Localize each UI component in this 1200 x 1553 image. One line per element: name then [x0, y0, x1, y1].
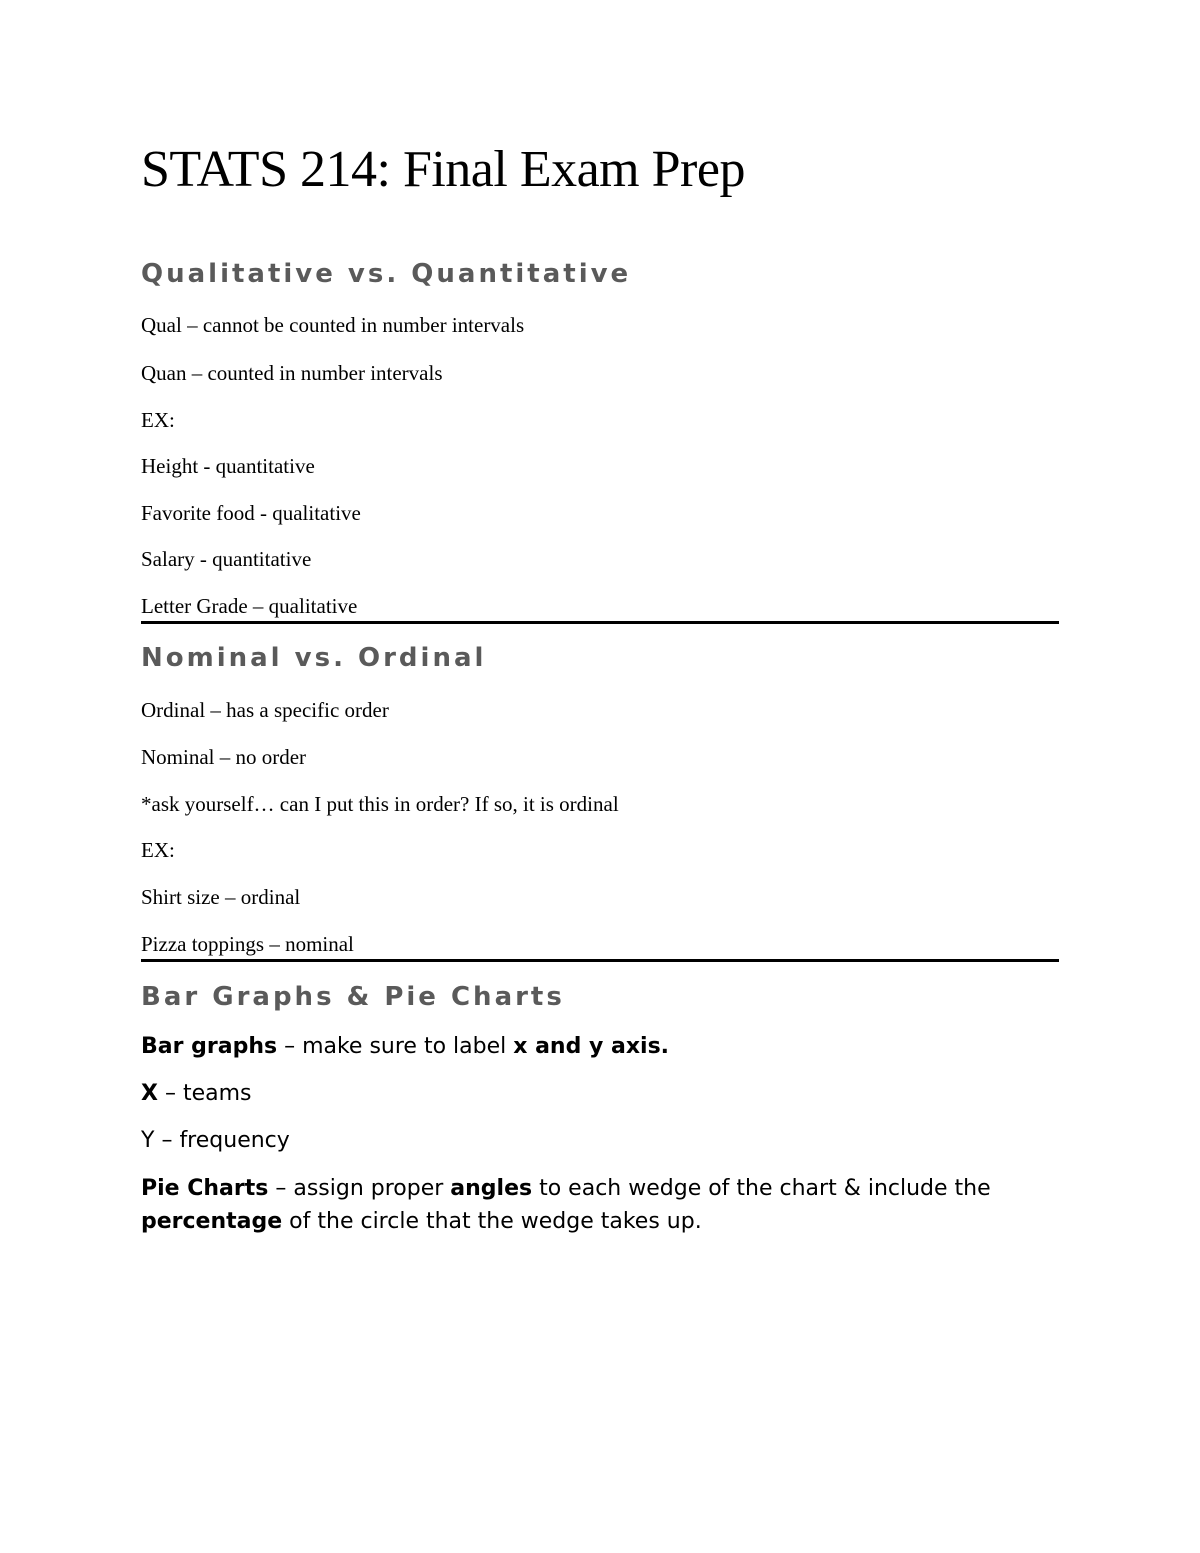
pie-charts-emphasis-percentage: percentage [141, 1209, 283, 1234]
text-line: Letter Grade – qualitative [141, 594, 358, 618]
pie-charts-paragraph [141, 1172, 1059, 1238]
section-heading-nominal-ordinal: Nominal vs. Ordinal [141, 643, 487, 673]
text-line: EX: [141, 408, 175, 432]
bar-graphs-emphasis: x and y axis. [513, 1034, 670, 1059]
text-line: Pizza toppings – nominal [141, 932, 354, 956]
pie-charts-text-2: to each wedge of the chart & include the [532, 1176, 991, 1201]
section-divider [141, 621, 1059, 624]
text-line: Qual – cannot be counted in number intervals [141, 313, 525, 337]
y-term: Y [141, 1128, 155, 1153]
y-text: – frequency [154, 1128, 290, 1153]
bar-graphs-text: – make sure to label [277, 1034, 514, 1059]
section-heading-qualitative-quantitative: Qualitative vs. Quantitative [141, 259, 632, 289]
text-line: Height - quantitative [141, 454, 315, 478]
document-title: STATS 214: Final Exam Prep [141, 141, 745, 198]
text-line: EX: [141, 838, 175, 862]
text-line: Ordinal – has a specific order [141, 698, 389, 722]
text-line: Salary - quantitative [141, 547, 312, 571]
text-line: *ask yourself… can I put this in order? If so, it is ordinal [141, 792, 619, 816]
text-line: Shirt size – ordinal [141, 885, 301, 909]
pie-charts-term: Pie Charts [141, 1176, 269, 1201]
text-line: Nominal – no order [141, 745, 307, 769]
pie-charts-text-1: – assign proper [268, 1176, 451, 1201]
pie-charts-emphasis-angles: angles [450, 1176, 533, 1201]
y-axis-line [141, 1128, 290, 1154]
x-text: – teams [157, 1081, 252, 1106]
section-heading-bar-graphs-pie-charts: Bar Graphs & Pie Charts [141, 982, 565, 1012]
pie-charts-text-3: of the circle that the wedge takes up. [282, 1209, 702, 1234]
x-term: X [141, 1081, 158, 1106]
text-line: Favorite food - qualitative [141, 501, 361, 525]
bar-graphs-line [141, 1034, 669, 1060]
x-axis-line [141, 1081, 252, 1107]
section-divider [141, 959, 1059, 962]
bar-graphs-term: Bar graphs [141, 1034, 278, 1059]
text-line: Quan – counted in number intervals [141, 361, 443, 385]
